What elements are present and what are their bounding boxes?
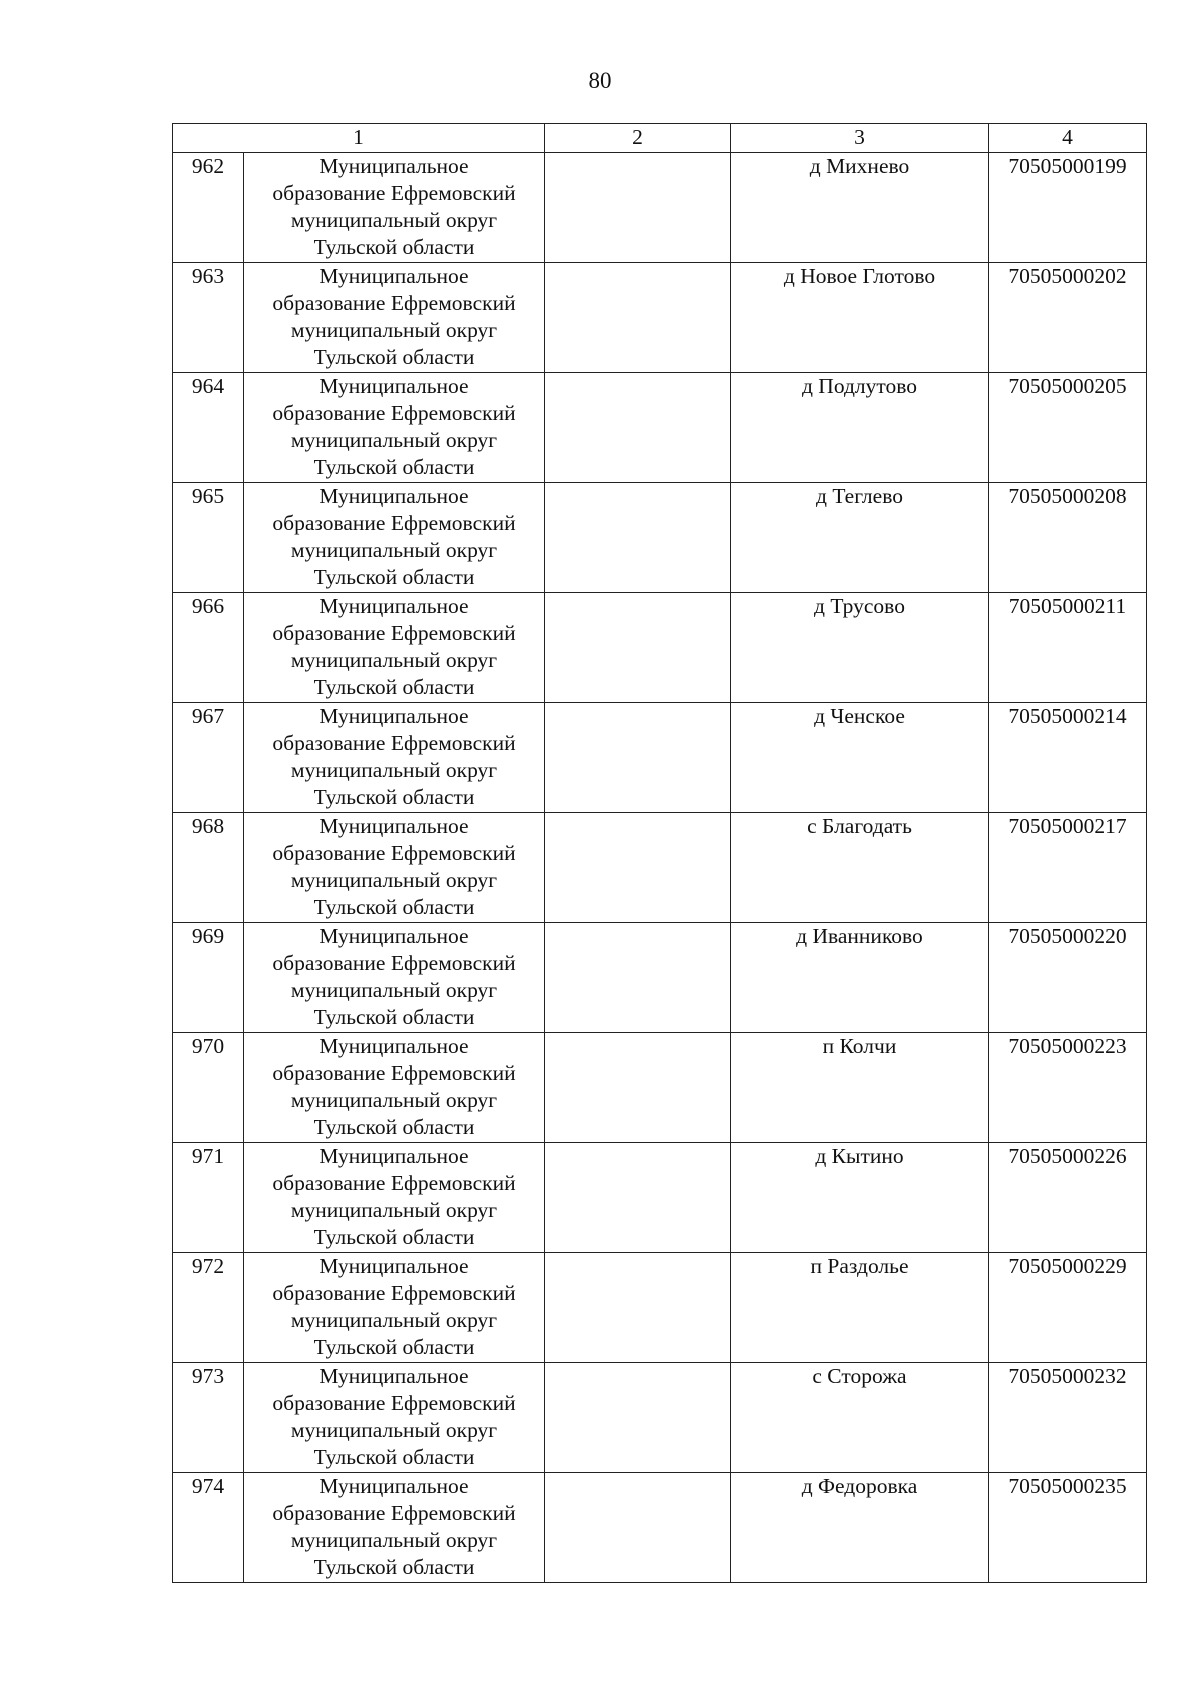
municipality-name-line: Тульской области [313,345,475,369]
column-2-cell [545,923,731,1033]
municipality-name-line: Тульской области [313,895,475,919]
oktmo-code: 70505000208 [989,483,1147,593]
settlement-name: с Благодать [731,813,989,923]
municipality-name [244,593,545,703]
row-number: 974 [173,1473,244,1583]
table-row [173,1473,1147,1583]
municipality-name-line: образование Ефремовский [272,291,516,315]
municipality-name-line: образование Ефремовский [272,621,516,645]
municipality-name-line: образование Ефремовский [272,1171,516,1195]
municipality-name [244,153,545,263]
column-2-cell [545,703,731,813]
column-2-cell [545,153,731,263]
table-body [173,153,1147,1583]
oktmo-code: 70505000205 [989,373,1147,483]
oktmo-code: 70505000232 [989,1363,1147,1473]
municipality-name-line: Муниципальное [319,1474,469,1498]
settlement-name: д Кытино [731,1143,989,1253]
municipality-name-line: Муниципальное [319,704,469,728]
municipality-name-line: Муниципальное [319,1254,469,1278]
oktmo-code: 70505000211 [989,593,1147,703]
oktmo-code: 70505000226 [989,1143,1147,1253]
table-row [173,813,1147,923]
municipality-name [244,813,545,923]
oktmo-code: 70505000202 [989,263,1147,373]
oktmo-code: 70505000214 [989,703,1147,813]
row-number: 972 [173,1253,244,1363]
municipality-name [244,263,545,373]
municipality-name-line: Тульской области [313,1445,475,1469]
settlement-name: д Подлутово [731,373,989,483]
municipality-name [244,1363,545,1473]
table-row [173,1363,1147,1473]
municipality-name [244,1143,545,1253]
municipality-name-line: Муниципальное [319,1364,469,1388]
municipality-name-line: муниципальный округ [290,868,498,892]
table-row [173,153,1147,263]
oktmo-code: 70505000217 [989,813,1147,923]
column-2-cell [545,1473,731,1583]
municipality-name-line: муниципальный округ [290,208,498,232]
municipality-name-line: муниципальный округ [290,1308,498,1332]
oktmo-code: 70505000223 [989,1033,1147,1143]
row-number: 970 [173,1033,244,1143]
table-row [173,1253,1147,1363]
settlement-name: д Михнево [731,153,989,263]
municipality-name [244,373,545,483]
municipality-name-line: муниципальный округ [290,1528,498,1552]
settlement-name: п Колчи [731,1033,989,1143]
municipality-name-line: Муниципальное [319,814,469,838]
settlement-name: д Новое Глотово [731,263,989,373]
municipality-name [244,483,545,593]
municipality-name-line: Муниципальное [319,374,469,398]
settlement-name: д Трусово [731,593,989,703]
municipality-name [244,923,545,1033]
oktmo-code: 70505000220 [989,923,1147,1033]
row-number: 968 [173,813,244,923]
row-number: 971 [173,1143,244,1253]
municipality-name-line: Тульской области [313,1225,475,1249]
municipality-name [244,703,545,813]
table-row [173,1033,1147,1143]
settlements-table [172,123,1147,1583]
table-row [173,263,1147,373]
municipality-name-line: Муниципальное [319,924,469,948]
header-row [173,124,1147,153]
municipality-name-line: Муниципальное [319,484,469,508]
settlement-name: д Федоровка [731,1473,989,1583]
municipality-name-line: муниципальный округ [290,538,498,562]
column-2-cell [545,483,731,593]
oktmo-code: 70505000199 [989,153,1147,263]
column-2-cell [545,373,731,483]
table-row [173,923,1147,1033]
header-col-4: 4 [989,124,1147,153]
municipality-name-line: Тульской области [313,235,475,259]
settlement-name: д Теглево [731,483,989,593]
municipality-name-line: муниципальный округ [290,648,498,672]
table-header [173,124,1147,153]
table-row [173,1143,1147,1253]
municipality-name-line: образование Ефремовский [272,1061,516,1085]
column-2-cell [545,1363,731,1473]
municipality-name-line: муниципальный округ [290,1198,498,1222]
header-col-1: 1 [173,124,545,153]
table-row [173,703,1147,813]
table-row [173,593,1147,703]
municipality-name-line: образование Ефремовский [272,841,516,865]
row-number: 963 [173,263,244,373]
row-number: 965 [173,483,244,593]
header-col-2: 2 [545,124,731,153]
municipality-name-line: образование Ефремовский [272,731,516,755]
municipality-name-line: Тульской области [313,675,475,699]
municipality-name-line: Тульской области [313,1115,475,1139]
settlement-name: п Раздолье [731,1253,989,1363]
row-number: 964 [173,373,244,483]
municipality-name-line: Тульской области [313,1005,475,1029]
municipality-name-line: Муниципальное [319,154,469,178]
municipality-name-line: образование Ефремовский [272,181,516,205]
municipality-name-line: Тульской области [313,455,475,479]
row-number: 962 [173,153,244,263]
municipality-name-line: муниципальный округ [290,318,498,342]
municipality-name-line: муниципальный округ [290,978,498,1002]
column-2-cell [545,1253,731,1363]
column-2-cell [545,1033,731,1143]
municipality-name-line: Тульской области [313,785,475,809]
municipality-name-line: образование Ефремовский [272,511,516,535]
row-number: 969 [173,923,244,1033]
settlement-name: с Сторожа [731,1363,989,1473]
municipality-name-line: Муниципальное [319,264,469,288]
municipality-name-line: Муниципальное [319,1034,469,1058]
column-2-cell [545,593,731,703]
municipality-name-line: муниципальный округ [290,1088,498,1112]
settlement-name: д Иванниково [731,923,989,1033]
municipality-name-line: образование Ефремовский [272,1391,516,1415]
row-number: 967 [173,703,244,813]
municipality-name-line: Тульской области [313,565,475,589]
municipality-name-line: образование Ефремовский [272,1281,516,1305]
municipality-name-line: Муниципальное [319,1144,469,1168]
header-col-3: 3 [731,124,989,153]
page-number: 80 [588,68,612,93]
table-row [173,373,1147,483]
column-2-cell [545,813,731,923]
municipality-name-line: Тульской области [313,1335,475,1359]
municipality-name-line: муниципальный округ [290,758,498,782]
municipality-name-line: муниципальный округ [290,1418,498,1442]
municipality-name-line: образование Ефремовский [272,951,516,975]
oktmo-code: 70505000235 [989,1473,1147,1583]
oktmo-code: 70505000229 [989,1253,1147,1363]
row-number: 966 [173,593,244,703]
column-2-cell [545,1143,731,1253]
municipality-name [244,1473,545,1583]
municipality-name [244,1033,545,1143]
municipality-name [244,1253,545,1363]
municipality-name-line: образование Ефремовский [272,1501,516,1525]
row-number: 973 [173,1363,244,1473]
municipality-name-line: образование Ефремовский [272,401,516,425]
column-2-cell [545,263,731,373]
municipality-name-line: Тульской области [313,1555,475,1579]
municipality-name-line: муниципальный округ [290,428,498,452]
municipality-name-line: Муниципальное [319,594,469,618]
settlement-name: д Ченское [731,703,989,813]
table-row [173,483,1147,593]
